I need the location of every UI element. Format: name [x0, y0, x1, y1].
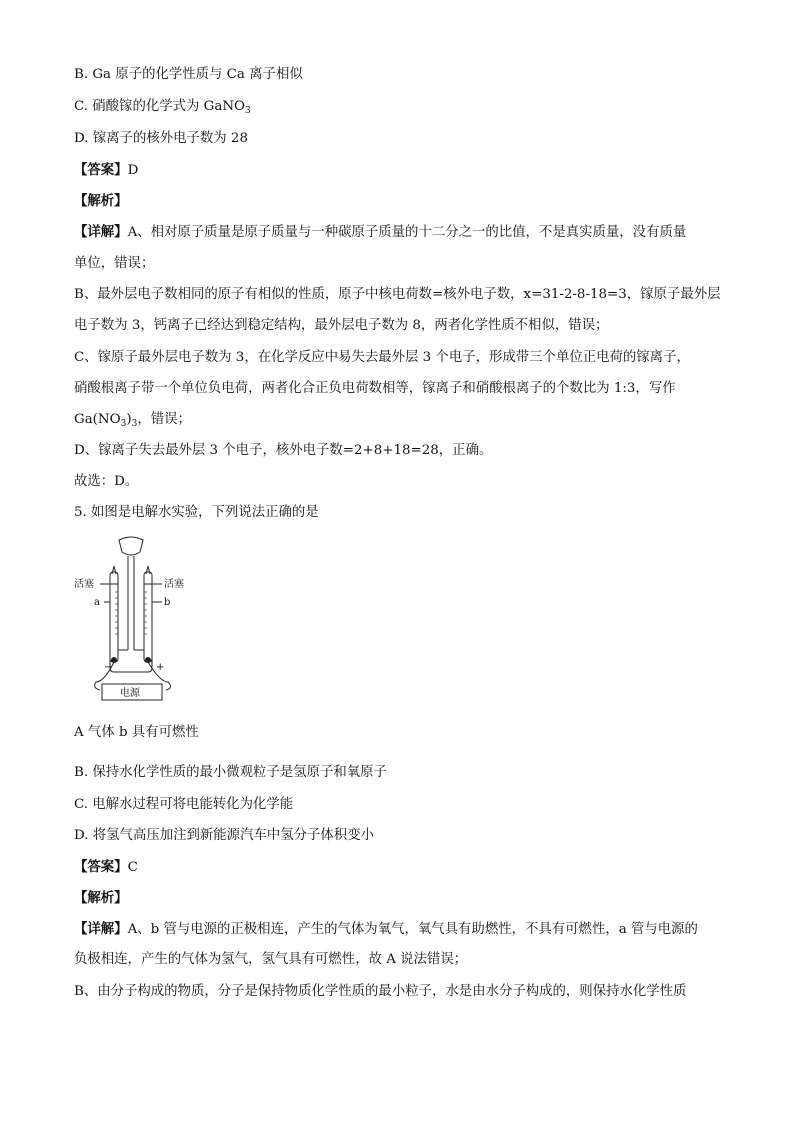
q5-analysis-tag: [74, 889, 128, 908]
q5-option-d: D. 将氢气高压加注到新能源汽车中氢分子体积变小: [74, 828, 374, 843]
q5-detail-a-line1: [74, 920, 698, 939]
q4-formula-sub2: 3: [131, 419, 138, 429]
q4-analysis-label: 【解析】: [74, 193, 128, 209]
right-electrode: [146, 658, 151, 663]
q4-option-b: B. Ga 原子的化学性质与 Ca 离子相似: [74, 67, 303, 82]
label-a: a: [94, 597, 100, 608]
q5-answer: [74, 858, 138, 877]
q4-detail-a-line1: [74, 223, 686, 242]
q5-answer-value: C: [127, 860, 138, 875]
label-valve-left: 活塞: [74, 579, 94, 590]
right-tube: [144, 572, 152, 662]
q4-option-c: [74, 98, 251, 116]
q4-detail-a-text1: A、相对原子质量是原子质量与一种碳原子质量的十二分之一的比值，不是真实质量，没有质量: [127, 225, 687, 240]
q4-answer-value: D: [127, 163, 139, 178]
q5-option-c: C. 电解水过程可将电能转化为化学能: [74, 797, 294, 812]
q4-formula-mid: ): [126, 412, 132, 427]
q4-detail-c-line3: [74, 411, 191, 429]
q5-analysis-label: 【解析】: [74, 890, 128, 906]
q4-option-c-subscript: 3: [245, 106, 251, 116]
q4-detail-c-line2: 硝酸根离子带一个单位负电荷，两者化合正负电荷数相等，镓离子和硝酸根离子的个数比为 1:3，写作: [74, 381, 676, 396]
q4-choice: 故选：D。: [74, 474, 139, 489]
q5-option-a: A 气体 b 具有可燃性: [74, 725, 199, 740]
label-b: b: [164, 597, 171, 608]
q5-detail-a-line2: 负极相连，产生的气体为氢气，氢气具有可燃性，故 A 说法错误；: [74, 952, 468, 967]
q4-detail-c-line1: C、镓原子最外层电子数为 3，在化学反应中易失去最外层 3 个电子，形成带三个单位正电荷的镓离子，: [74, 350, 690, 365]
q4-formula-sub1: 3: [120, 419, 127, 429]
q4-detail-b-line1: B、最外层电子数相同的原子有相似的性质，原子中核电荷数=核外电子数，x=31-2-8-18=3，镓原子最外层: [74, 287, 721, 302]
q5-answer-tag: 【答案】: [74, 859, 128, 875]
q5-detail-a-text1: A、b 管与电源的正极相连，产生的气体为氧气，氧气具有助燃性，不具有可燃性，a 管与电源的: [127, 922, 698, 937]
label-plus: +: [156, 662, 165, 673]
q4-analysis-tag: [74, 192, 128, 211]
q4-detail-tag: 【详解】: [74, 224, 128, 240]
funnel-shape: [119, 537, 143, 555]
label-power: 电源: [120, 688, 140, 699]
q5-option-b: B. 保持水化学性质的最小微观粒子是氢原子和氧原子: [74, 765, 387, 780]
q4-formula-pre: Ga(NO: [74, 412, 121, 427]
q4-formula-post: ，错误；: [137, 412, 191, 427]
q4-detail-d: D、镓离子失去最外层 3 个电子，核外电子数=2+8+18=28，正确。: [74, 443, 493, 458]
q5-detail-tag: 【详解】: [74, 921, 128, 937]
electrolysis-apparatus-diagram: [74, 532, 196, 712]
q4-option-c-text: C. 硝酸镓的化学式为 GaNO: [74, 99, 246, 114]
label-minus: −: [104, 662, 113, 673]
left-tube: [110, 572, 118, 662]
q4-option-d: D. 镓离子的核外电子数为 28: [74, 131, 248, 146]
q4-answer: [74, 161, 138, 180]
q4-detail-b-line2: 电子数为 3，钙离子已经达到稳定结构，最外层电子数为 8，两者化学性质不相似，错误；: [74, 318, 609, 333]
q5-stem: 5. 如图是电解水实验，下列说法正确的是: [74, 505, 319, 520]
q4-detail-a-line2: 单位，错误；: [74, 256, 155, 271]
label-valve-right: 活塞: [164, 579, 184, 590]
q5-detail-b-line1: B、由分子构成的物质，分子是保持物质化学性质的最小粒子，水是由水分子构成的，则保持水化学性质: [74, 984, 687, 999]
q4-answer-tag: 【答案】: [74, 162, 128, 178]
